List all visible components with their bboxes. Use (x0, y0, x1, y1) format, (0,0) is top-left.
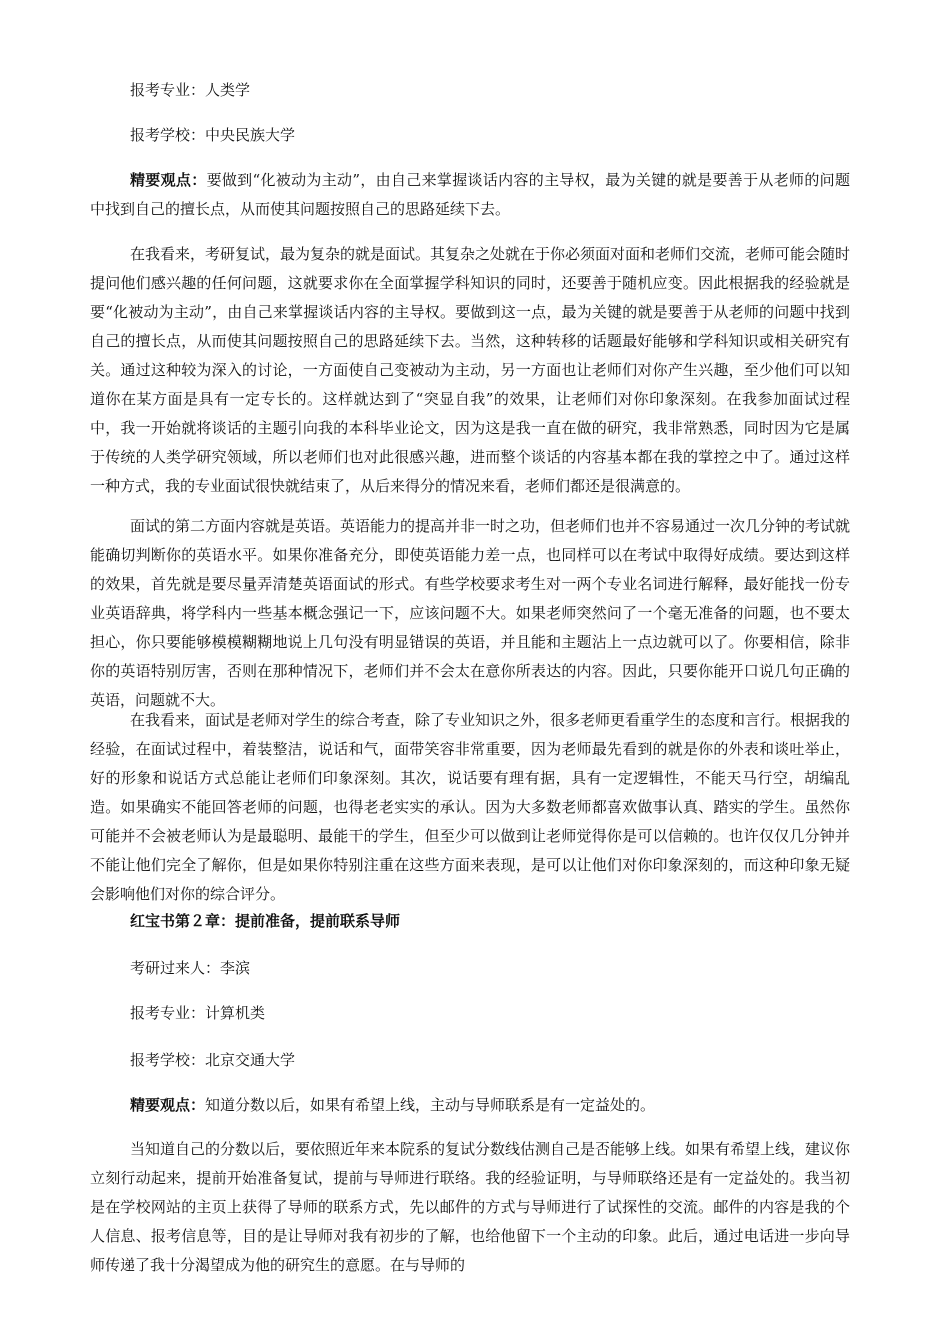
body-paragraph-interview: 在我看来，考研复试，最为复杂的就是面试。其复杂之处就在于你必须面对面和老师们交流，老师可能会随时提问他们感兴趣的任何问题，这就要求你在全面掌握学科知识的同时，还要善于随机应变。因此根据我的经验就是要“化被动为主动”，由自己来掌握谈话内容的主导权。要做到这一点，最为关键的就是要善于从老师的问题中找到自己的擅长点，从而使其问题按照自己的思路延续下去。当然，这种转移的话题最好能够和学科知识或相关研究有关。通过这种较为深入的讨论，一方面使自己变被动为主动，另一方面也让老师们对你产生兴趣，至少他们可以知道你在某方面是具有一定专长的。这样就达到了“突显自我”的效果，让老师们对你印象深刻。在我参加面试过程中，我一开始就将谈话的主题引向我的本科毕业论文，因为这是我一直在做的研究，我非常熟悉，同时因为它是属于传统的人类学研究领域，所以老师们也对此很感兴趣，进而整个谈话的内容基本都在我的掌控之中了。通过这样一种方式，我的专业面试很快就结束了，从后来得分的情况来看，老师们都还是很满意的。 (90, 245, 851, 495)
major-line: 报考专业：人类学 (130, 81, 251, 99)
key-point-paragraph (90, 166, 850, 224)
key-point-label-2: 精要观点： (130, 1096, 206, 1114)
school-line: 报考学校：中央民族大学 (130, 126, 296, 144)
school-line-2: 报考学校：北京交通大学 (130, 1051, 296, 1069)
body-paragraph-overall: 在我看来，面试是老师对学生的综合考查，除了专业知识之外，很多老师更看重学生的态度和言行。根据我的经验，在面试过程中，着装整洁，说话和气，面带笑容非常重要，因为老师最先看到的就是你的外表和谈吐举止，好的形象和说话方式总能让老师们印象深刻。其次，说话要有理有据，具有一定逻辑性，不能天马行空，胡编乱造。如果确实不能回答老师的问题，也得老老实实的承认。因为大多数老师都喜欢做事认真、踏实的学生。虽然你可能并不会被老师认为是最聪明、最能干的学生，但至少可以做到让老师觉得你是可以信赖的。也许仅仅几分钟并不能让他们完全了解你，但是如果你特别注重在这些方面来表现，是可以让他们对你印象深刻的，而这种印象无疑会影响他们对你的综合评分。 (90, 711, 851, 903)
body-paragraph-contact: 当知道自己的分数以后，要依照近年来本院系的复试分数线估测自己是否能够上线。如果有希望上线，建议你立刻行动起来，提前开始准备复试，提前与导师进行联络。我的经验证明，与导师联络还是有一定益处的。我当初是在学校网站的主页上获得了导师的联系方式，先以邮件的方式与导师进行了试探性的交流。邮件的内容是我的个人信息、报考信息等，目的是让导师对我有初步的了解，也给他留下一个主动的印象。此后，通过电话进一步向导师传递了我十分渴望成为他的研究生的意愿。在与导师的 (90, 1140, 851, 1274)
key-point-label: 精要观点： (130, 171, 207, 189)
body-paragraph-english: 面试的第二方面内容就是英语。英语能力的提高并非一时之功，但老师们也并不容易通过一次几分钟的考试就能确切判断你的英语水平。如果你准备充分，即使英语能力差一点，也同样可以在考试中取得好成绩。要达到这样的效果，首先就是要尽量弄清楚英语面试的形式。有些学校要求考生对一两个专业名词进行解释，最好能找一份专业英语辞典，将学科内一些基本概念强记一下，应该问题不大。如果老师突然问了一个毫无准备的问题，也不要太担心，你只要能够模模糊糊地说上几句没有明显错误的英语，并且能和主题沾上一点边就可以了。你要相信，除非你的英语特别厉害，否则在那种情况下，老师们并不会太在意你所表达的内容。因此，只要你能开口说几句正确的英语，问题就不大。 (90, 517, 851, 709)
chapter-heading: 红宝书第２章：提前准备，提前联系导师 (130, 912, 401, 930)
key-point-text: 要做到“化被动为主动”，由自己来掌握谈话内容的主导权，最为关键的就是要善于从老师的问题中找到自己的擅长点，从而使其问题按照自己的思路延续下去。 (90, 171, 850, 218)
key-point-text-2: 知道分数以后，如果有希望上线，主动与导师联系是有一定益处的。 (205, 1096, 656, 1114)
key-point-paragraph-2 (90, 1091, 850, 1120)
person-line: 考研过来人：李滨 (130, 959, 251, 977)
major-line-2: 报考专业：计算机类 (130, 1004, 266, 1022)
